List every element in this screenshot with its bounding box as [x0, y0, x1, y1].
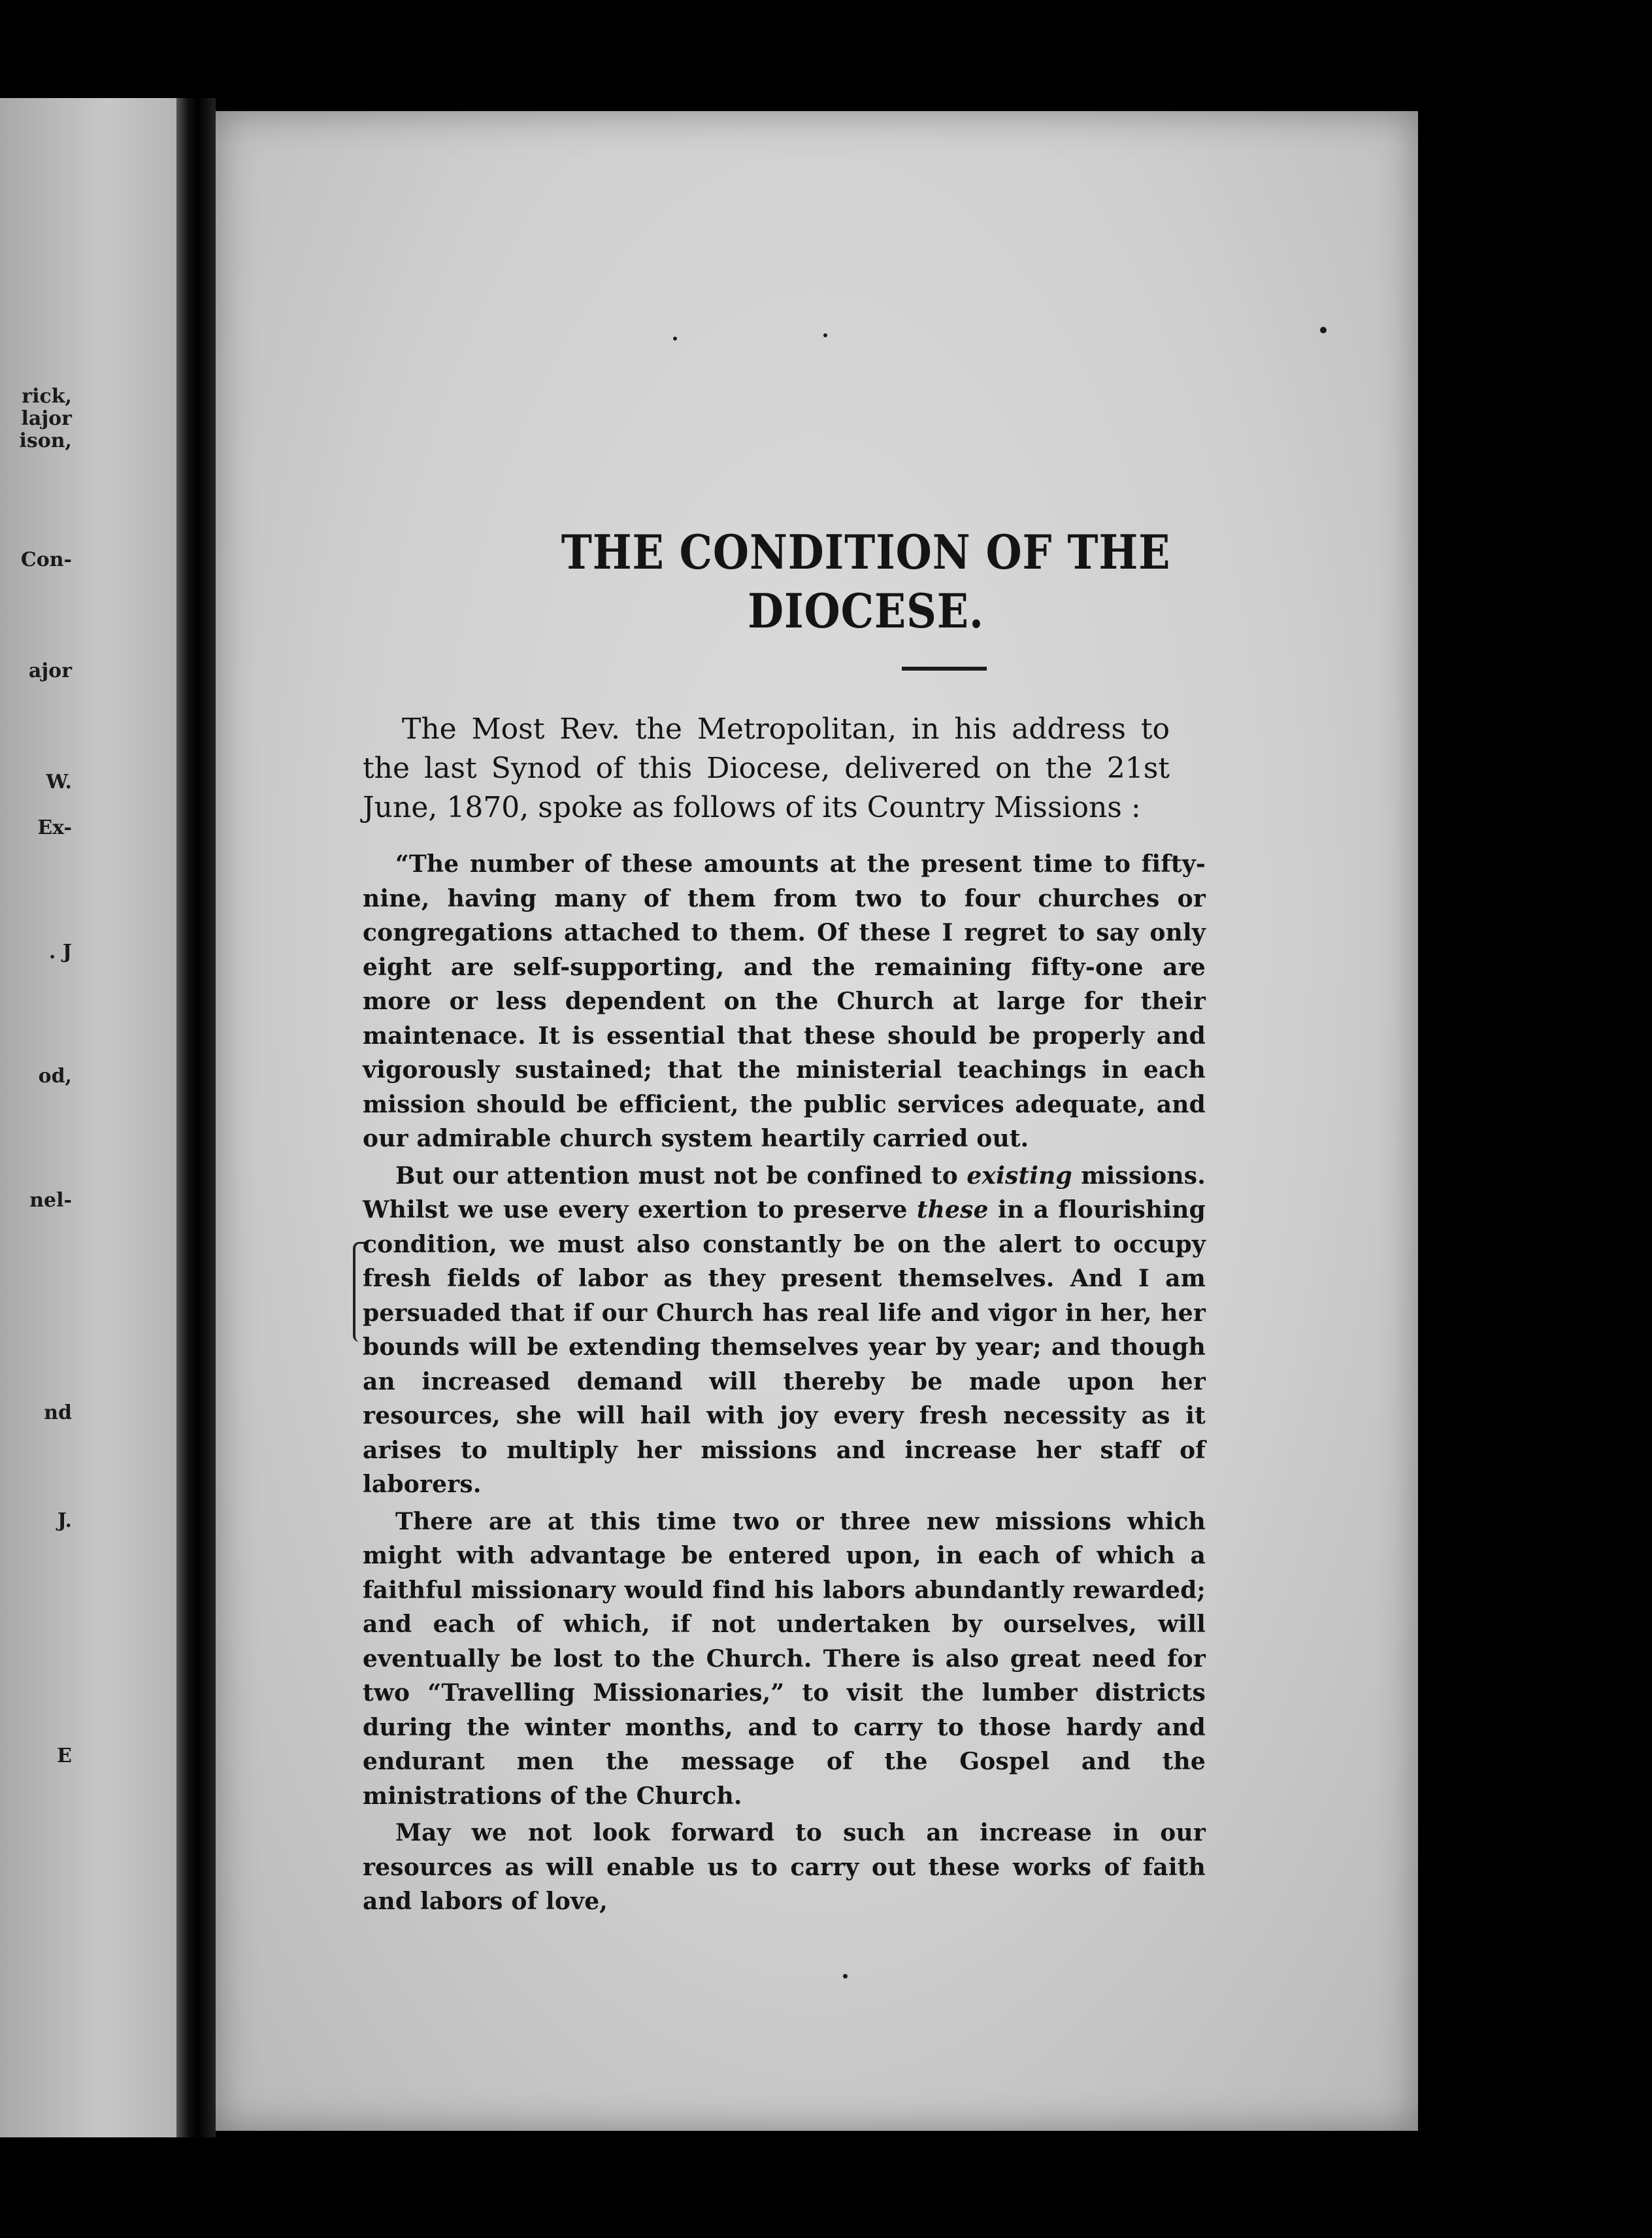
title-rule: [902, 667, 987, 671]
emphasized-word: existing: [966, 1161, 1072, 1190]
margin-text-fragment: Con-: [20, 548, 72, 571]
ink-speck: [843, 1974, 848, 1979]
margin-text-fragment: nd: [44, 1401, 72, 1424]
paragraph-text: May we not look forward to such an increase in our resources as will enable us to carry out these works of faith and labors of love,: [363, 1819, 1206, 1915]
margin-text-fragment: rick, lajor ison,: [19, 385, 72, 452]
quoted-paragraph: [363, 1159, 1206, 1502]
document-body: [363, 523, 1434, 1919]
margin-text-fragment: . J: [48, 941, 72, 963]
paragraph-text: But our attention must not be confined to: [395, 1161, 967, 1190]
previous-page-fragment: [0, 98, 176, 2137]
margin-text-fragment: od,: [38, 1065, 72, 1088]
quoted-paragraph: [363, 1816, 1206, 1919]
margin-text-fragment: W.: [46, 771, 72, 793]
margin-text-fragment: nel-: [29, 1189, 72, 1212]
paragraph-text: There are at this time two or three new missions which might with advantage be entered upon, in each of which a faithful missionary would find his labors abundantly rewarded; and each of which, if not undertaken by ourselves, will eventually be lost to the Church. There is also great need for two “Travelling Missionaries,” to visit the lumber districts during the winter months, and to carry to those hardy and endurant men the message of the Gospel and the ministrations of the Church.: [363, 1507, 1206, 1810]
document-title: THE CONDITION OF THE DIOCESE.: [561, 524, 1171, 639]
quoted-paragraph: [363, 1505, 1206, 1814]
margin-text-fragment: Ex-: [37, 816, 72, 839]
emphasized-word: these: [916, 1196, 989, 1224]
ink-speck: [823, 333, 827, 337]
paragraph-text: missions. Whilst we use every exertion to preserve: [363, 1161, 1206, 1224]
paragraph-text: in a flourishing condition, we must also constantly be on the alert to occupy fresh fields of labor as they present themselves. And I am persuaded that if our Church has real life and vigor in her, her bounds will be extending themselves year by year; and though an increased demand will thereby be made upon her resources, she will hail with joy every fresh necessity as it arises to multiply her missions and increase her staff of laborers.: [363, 1196, 1206, 1498]
quoted-paragraph: [363, 847, 1206, 1156]
intro-paragraph: The Most Rev. the Metropolitan, in his address to the last Synod of this Diocese, delivered on the 21st June, 1870, spoke as follows of its Country Missions :: [363, 712, 1170, 824]
ink-speck: [673, 337, 677, 341]
margin-text-fragment: ajor: [28, 660, 72, 682]
margin-text-fragment: J.: [57, 1509, 72, 1532]
document-page: [216, 111, 1418, 2131]
margin-text-fragment: E: [57, 1745, 72, 1767]
ink-speck: [1320, 327, 1327, 333]
paragraph-text: “The number of these amounts at the present time to fifty-nine, having many of them from two to four churches or congregations attached to them. Of these I regret to say only eight are self-supporting, and the remaining fifty-one are more or less dependent on the Church at large for their maintenace. It is essential that these should be properly and vigorously sustained; that the ministerial teachings in each mission should be efficient, the public services adequate, and our admirable church system heartily carried out.: [363, 850, 1206, 1152]
page-gutter: [176, 98, 216, 2137]
